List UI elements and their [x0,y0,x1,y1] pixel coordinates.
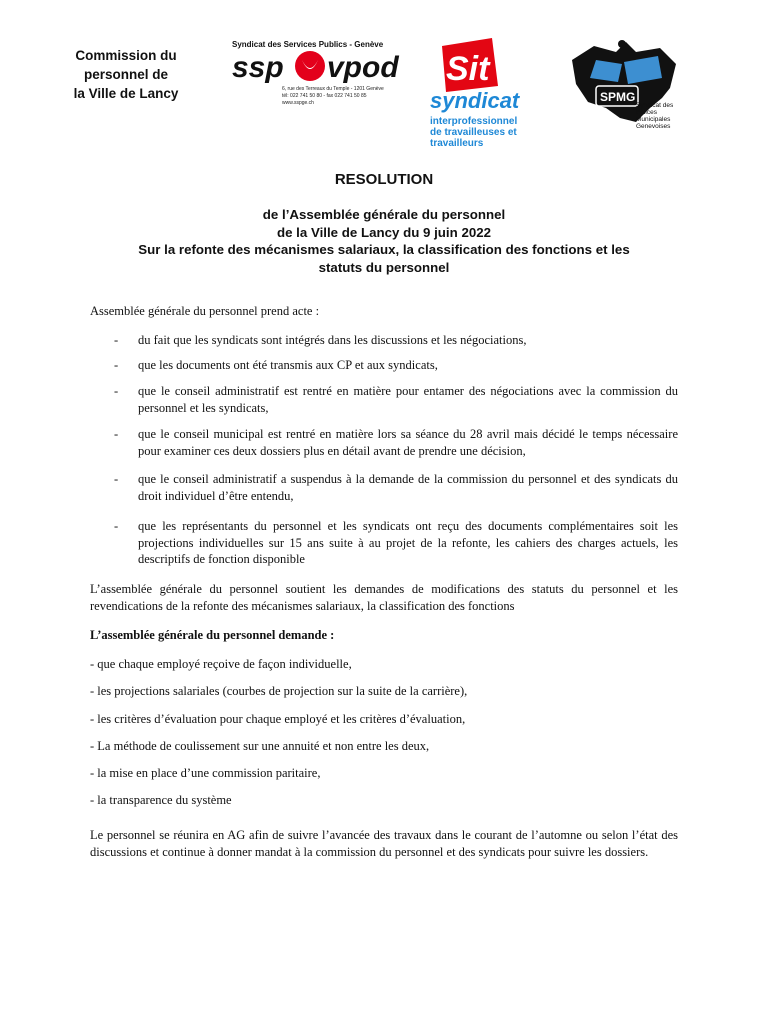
subtitle-line: statuts du personnel [318,259,450,275]
ssp-address-line: tél: 022 741 50 80 - fax 022 741 50 85 [282,93,367,99]
ssp-logo-caption: Syndicat des Services Publics - Genève [232,40,384,49]
ssp-vpod-wordmark [230,48,405,84]
support-paragraph: L’assemblée générale du personnel soutient les demandes de modifications des statuts du personnel et les revendications de la refonte des mécanismes salariaux, la classification des fonctions [90,582,678,613]
demand-item: - les projections salariales (courbes de projection sur la suite de la carrière), [90,684,468,698]
spmg-caption-line: Polices [636,109,657,116]
list-item-text: que les documents ont été transmis aux CP et aux syndicats, [138,358,438,372]
sit-subtitle-line: interprofessionnel [430,116,518,127]
intro-paragraph: Assemblée générale du personnel prend acte : [90,304,320,318]
list-dash: - [114,358,119,372]
page-title: RESOLUTION [334,171,434,188]
ssp-heart-icon [295,51,325,81]
sit-subtitle [430,116,517,149]
list-dash: - [114,333,119,347]
sit-word: syndicat [430,88,520,113]
ssp-word-left: ssp [232,51,284,84]
list-item [90,426,678,459]
list-item-text: que le conseil administratif est rentré en matière pour entamer des négociations avec la commission du personnel et les syndicats, [138,384,678,415]
commission-line: Commission du [75,48,177,63]
list-item [90,383,678,416]
subtitle-line: de la Ville de Lancy du 9 juin 2022 [276,224,492,240]
commission-line: la Ville de Lancy [73,86,179,101]
list-dash: - [114,427,119,441]
spmg-badge-text: SPMG [600,90,636,104]
demand-item: - que chaque employé reçoive de façon individuelle, [90,657,352,671]
demand-item: - les critères d’évaluation pour chaque employé et les critères d’évaluation, [90,712,466,726]
list-item-text: que les représentants du personnel et les syndicats ont reçu des documents complémentaires soit les projections individuelles sur 15 ans suite à au projet de la refonte, les cahiers des charges actuels, les descriptifs de fonction disponible [138,519,678,566]
spmg-caption-line: Genevoises [636,123,671,130]
spmg-caption [636,102,673,130]
list-dash: - [114,384,119,398]
ssp-address [282,86,384,107]
list-dash: - [114,472,119,486]
list-dash: - [114,519,119,533]
ssp-vpod-logo [228,40,406,120]
list-item [90,332,678,349]
ssp-address-line: 6, rue des Terreaux du Temple - 1201 Genève [282,86,384,92]
spmg-caption-line: Municipales [636,116,671,123]
ssp-word-right: vpod [327,51,399,84]
sit-mark-icon [434,36,500,94]
subtitle-line: de l’Assemblée générale du personnel [262,207,506,222]
demand-item: - La méthode de coulissement sur une annuité et non entre les deux, [90,739,430,753]
ssp-address-line: www.sspge.ch [282,100,314,106]
subtitle-line: Sur la refonte des mécanismes salariaux, la classification des fonctions et les [138,242,630,257]
spmg-logo [566,38,686,130]
sit-mark-text: Sit [446,50,490,88]
demand-item: - la mise en place d’une commission paritaire, [90,766,321,780]
list-item [90,471,678,504]
demand-item: - la transparence du système [90,793,232,807]
sit-subtitle-line: de travailleuses et [430,127,517,138]
list-item-text: du fait que les syndicats sont intégrés dans les discussions et les négociations, [138,333,527,347]
commission-heading [56,46,196,103]
demands-heading: L’assemblée générale du personnel demande : [90,628,335,642]
list-item-text: que le conseil municipal est rentré en matière lors sa séance du 28 avril mais décidé le temps nécessaire pour examiner ces deux dossiers plus en détail avant de prendre une décision, [138,427,678,458]
sit-subtitle-line: travailleurs [430,138,484,149]
list-item [90,357,678,374]
commission-line: personnel de [83,67,169,82]
list-item-text: que le conseil administratif a suspendus à la demande de la commission du personnel et des syndicats du droit individuel d’être entendu, [138,472,678,503]
page-subtitle [90,206,678,276]
sit-syndicat-logo [428,36,552,148]
spmg-caption-line: Syndicat des [636,102,674,109]
closing-paragraph: Le personnel se réunira en AG afin de suivre l’avancée des travaux dans le courant de l’automne ou selon l’état des discussions et continue à donner mandat à la commission du personnel et des syndicats pour suivre les dossiers. [90,828,678,859]
list-item [90,518,678,568]
